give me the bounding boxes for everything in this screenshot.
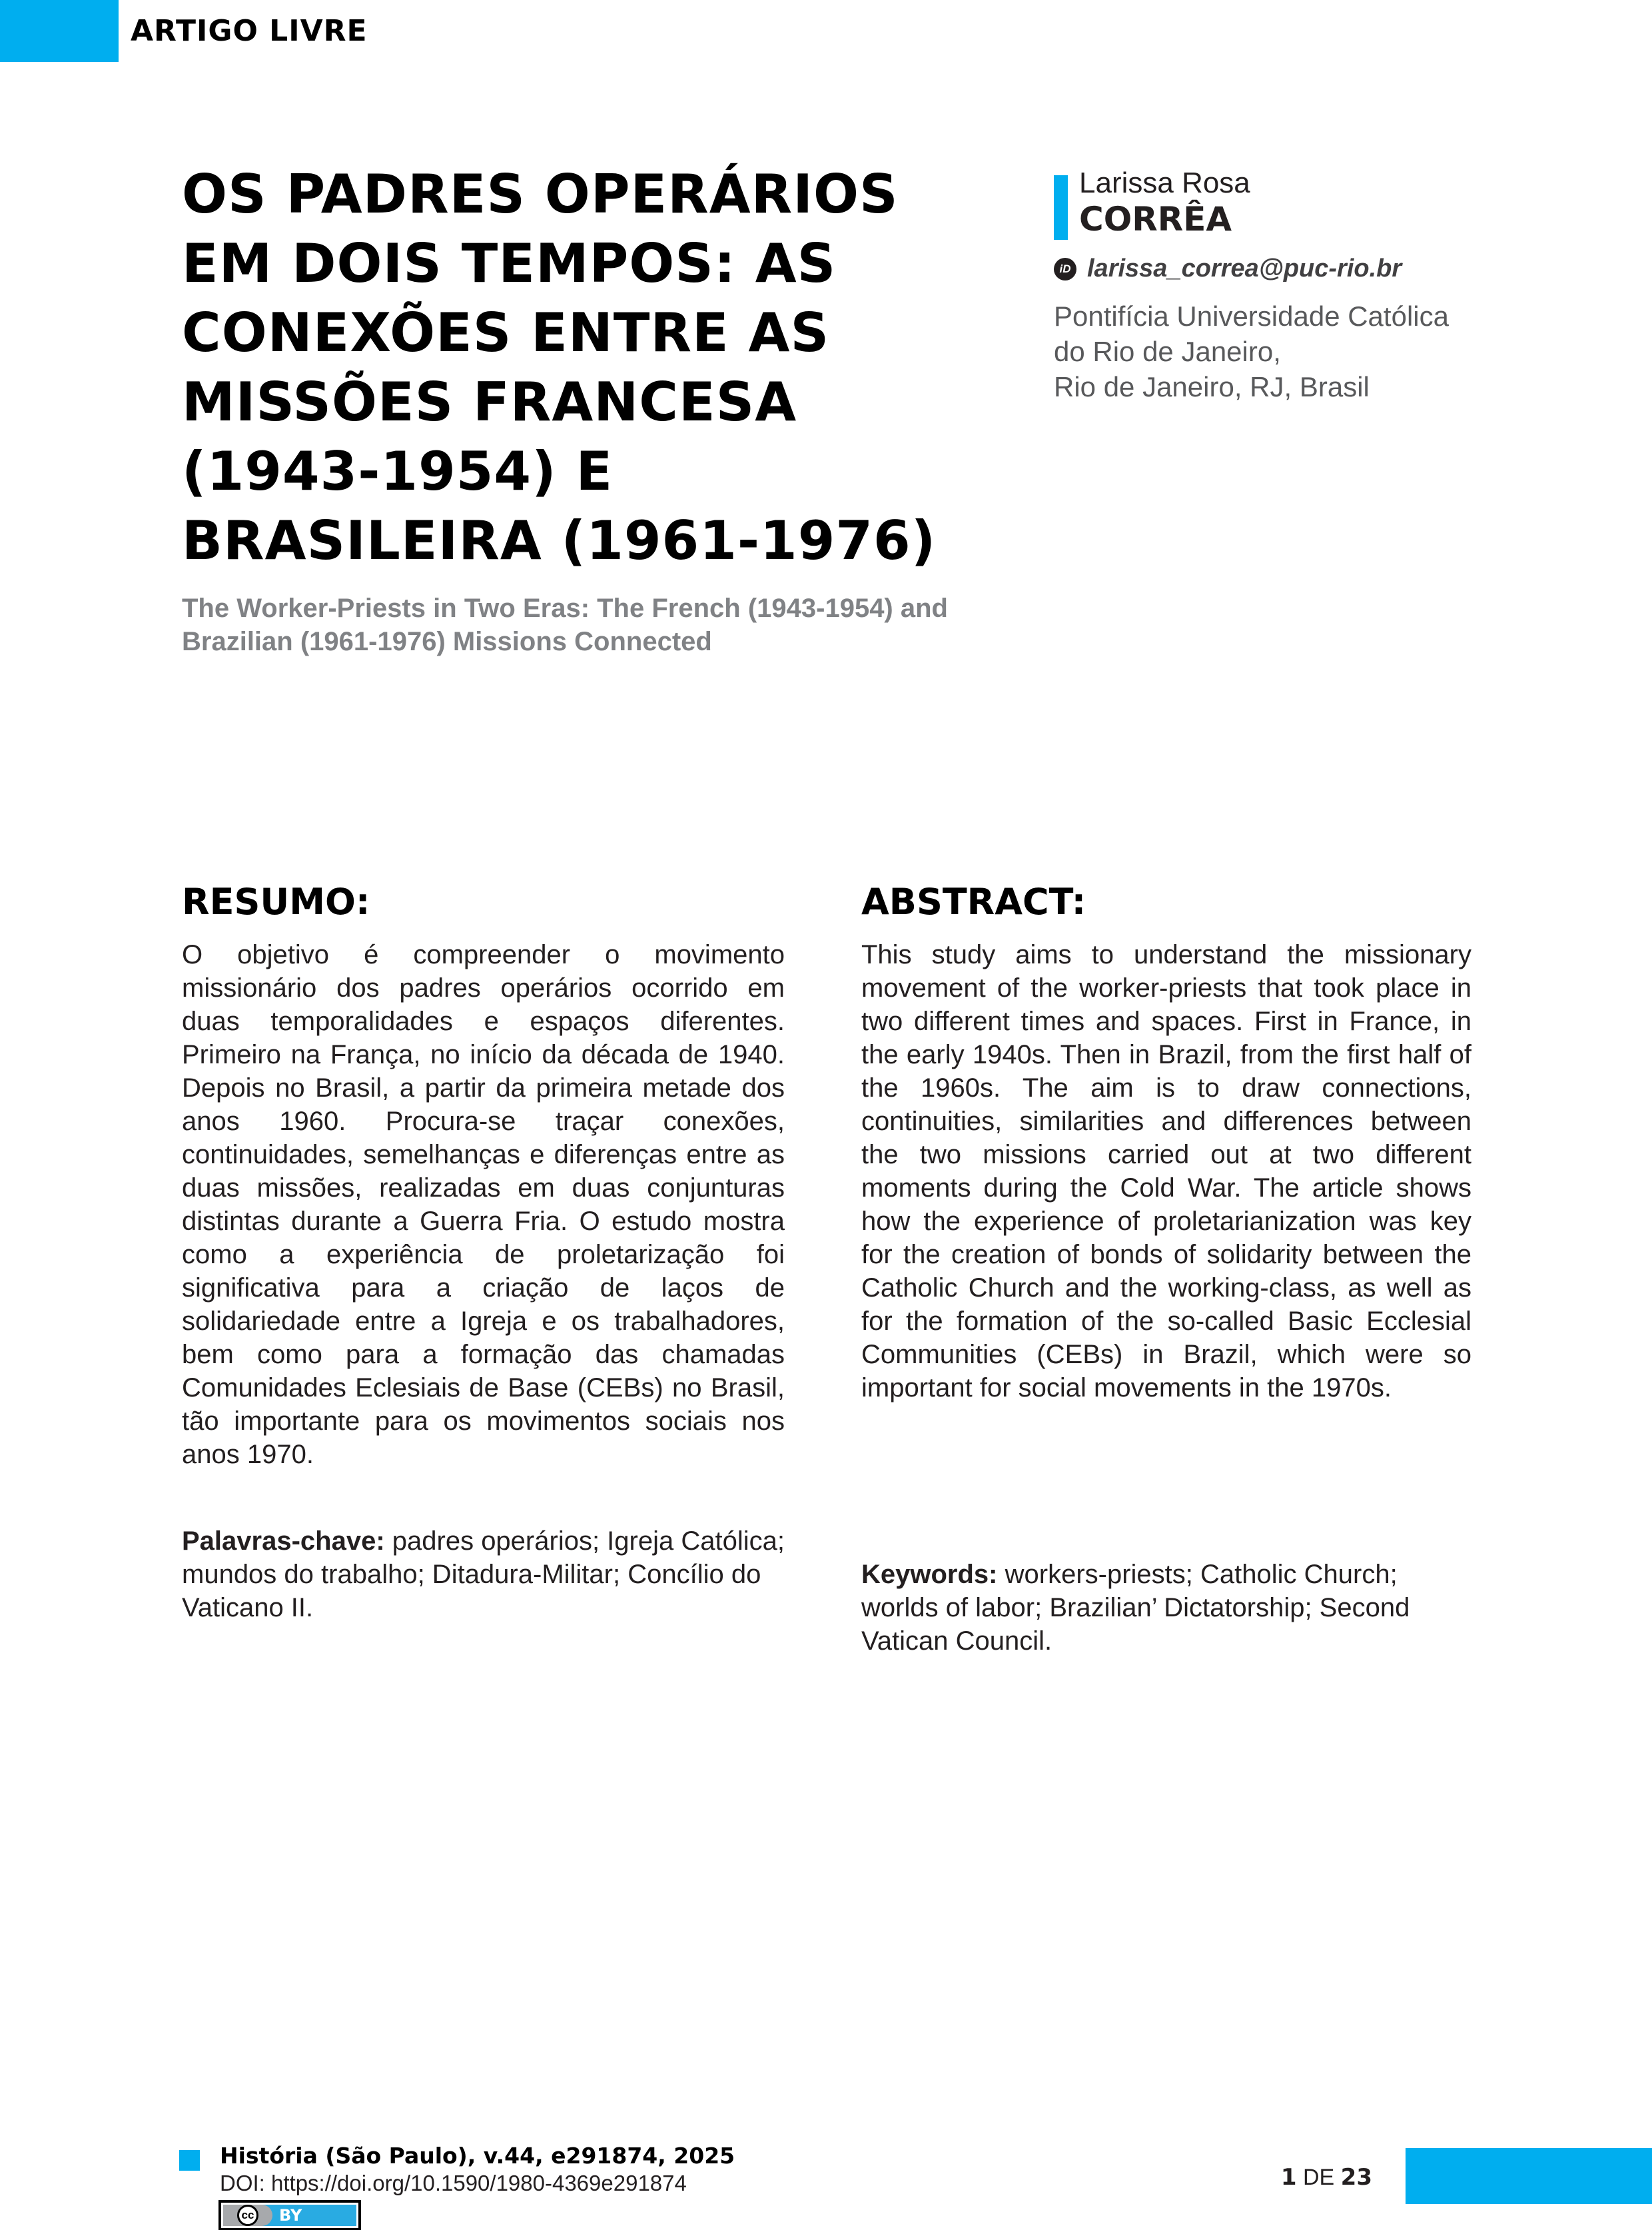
abstract-keywords xyxy=(861,1558,1471,1658)
top-left-accent-block xyxy=(0,0,119,62)
title-line-6: BRASILEIRA (1961-1976) xyxy=(182,510,937,572)
abstract-keywords-text: workers-priests; Catholic Church; worlds of labor; Brazilian’ Dictatorship; Second Vatican Council. xyxy=(861,1560,1410,1656)
page-number-current: 1 xyxy=(1280,2164,1297,2191)
author-accent-bar xyxy=(1054,175,1068,240)
cc-icon: cc xyxy=(237,2205,258,2226)
title-line-3: CONEXÕES ENTRE AS xyxy=(182,302,830,364)
author-email-link[interactable]: larissa_correa@puc-rio.br xyxy=(1087,255,1402,282)
resumo-body: O objetivo é compreender o movimento missionário dos padres operários ocorrido em duas temporalidades e espaços diferentes. Primeiro na França, no início da década de 1940. Depois no Brasil, a partir da primeira metade dos anos 1960. Procura-se traçar conexões, continuidades, semelhanças e diferenças entre as duas missões, realizadas em duas conjunturas distintas durante a Guerra Fria. O estudo mostra como a experiência de proletarização foi significativa para a criação de laços de solidariedade entre a Igreja e os trabalhadores, bem como para a formação das chamadas Comunidades Eclesiais de Base (CEBs) no Brasil, tão importante para os movimentos sociais nos anos 1970. xyxy=(182,940,785,1469)
footer-accent-square xyxy=(179,2150,200,2171)
journal-citation: História (São Paulo), v.44, e291874, 2025 xyxy=(220,2143,735,2169)
affiliation-line-2: do Rio de Janeiro, xyxy=(1054,336,1281,367)
affiliation-line-1: Pontifícia Universidade Católica xyxy=(1054,300,1449,332)
resumo-keywords-text: padres operários; Igreja Católica; mundos do trabalho; Ditadura-Militar; Concílio do Vaticano II. xyxy=(182,1526,785,1622)
author-last-name: CORRÊA xyxy=(1079,200,1232,239)
abstract-keywords-label: Keywords: xyxy=(861,1560,998,1589)
resumo-keywords xyxy=(182,1524,785,1624)
title-line-5: (1943-1954) E xyxy=(182,440,614,502)
title-line-4: MISSÕES FRANCESA xyxy=(182,371,797,433)
article-type-label: ARTIGO LIVRE xyxy=(131,14,368,48)
bottom-right-accent-block xyxy=(1406,2148,1652,2204)
author-first-name: Larissa Rosa xyxy=(1079,167,1250,199)
resumo-heading: RESUMO: xyxy=(182,881,370,923)
doi-link[interactable]: DOI: https://doi.org/10.1590/1980-4369e291874 xyxy=(220,2171,687,2195)
subtitle-line-2: Brazilian (1961-1976) Missions Connected xyxy=(182,627,712,656)
cc-badge-tab xyxy=(223,2205,272,2226)
abstract-body: This study aims to understand the missionary movement of the worker-priests that took place in two different times and spaces. First in France, in the early 1940s. Then in Brazil, from the first half of the 1960s. The aim is to draw connections, continuities, similarities and differences between the two missions carried out at two different moments during the Cold War. The article shows how the experience of proletarianization was key for the creation of bonds of solidarity between the Catholic Church and the working-class, as well as for the formation of the so-called Basic Ecclesial Communities (CEBs) in Brazil, which were so important for social movements in the 1970s. xyxy=(861,940,1471,1402)
subtitle-line-1: The Worker-Priests in Two Eras: The French (1943-1954) and xyxy=(182,594,948,623)
title-line-2: EM DOIS TEMPOS: AS xyxy=(182,233,837,294)
author-affiliation xyxy=(1054,298,1449,404)
resumo-keywords-label: Palavras-chave: xyxy=(182,1526,385,1556)
page-number-separator: DE xyxy=(1296,2165,1341,2190)
affiliation-line-3: Rio de Janeiro, RJ, Brasil xyxy=(1054,371,1370,402)
title-line-1: OS PADRES OPERÁRIOS xyxy=(182,163,899,225)
author-contact-row xyxy=(1054,255,1402,283)
cc-by-license-badge[interactable] xyxy=(218,2200,361,2230)
cc-by-label: BY xyxy=(279,2206,302,2225)
page-number xyxy=(1172,2164,1372,2191)
article-title-pt xyxy=(182,160,1048,576)
page-number-total: 23 xyxy=(1340,2164,1372,2191)
orcid-id-icon[interactable]: iD xyxy=(1054,258,1076,280)
article-title-en xyxy=(182,592,1015,658)
abstract-heading: ABSTRACT: xyxy=(861,881,1086,923)
